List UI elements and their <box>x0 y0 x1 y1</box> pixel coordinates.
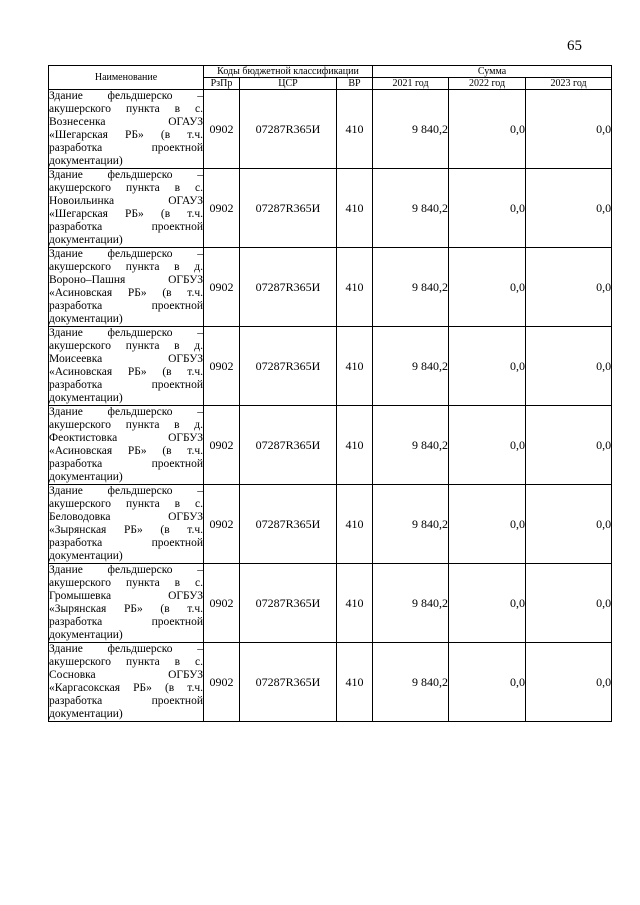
row-rzpr: 0902 <box>204 564 240 643</box>
row-csr: 07287R365И <box>240 90 337 169</box>
row-2021: 9 840,2 <box>373 406 449 485</box>
table-row <box>49 643 612 722</box>
row-rzpr: 0902 <box>204 327 240 406</box>
row-csr: 07287R365И <box>240 564 337 643</box>
row-name: Здание фельдшерско – акушерского пункта в с. Вознесенка ОГАУЗ «Шегарская РБ» (в т.ч. разработка проектной документации) <box>49 90 203 167</box>
row-vr: 410 <box>337 248 373 327</box>
row-2021: 9 840,2 <box>373 169 449 248</box>
row-2021: 9 840,2 <box>373 90 449 169</box>
row-rzpr: 0902 <box>204 169 240 248</box>
row-2022: 0,0 <box>449 406 526 485</box>
row-csr: 07287R365И <box>240 248 337 327</box>
row-csr: 07287R365И <box>240 327 337 406</box>
row-name: Здание фельдшерско – акушерского пункта в с. Новоильинка ОГАУЗ «Шегарская РБ» (в т.ч. разработка проектной документации) <box>49 169 203 246</box>
row-rzpr: 0902 <box>204 406 240 485</box>
row-csr: 07287R365И <box>240 485 337 564</box>
row-2021: 9 840,2 <box>373 248 449 327</box>
table-row <box>49 248 612 327</box>
row-csr: 07287R365И <box>240 169 337 248</box>
header-sum-group: Сумма <box>373 66 612 78</box>
row-2023: 0,0 <box>526 169 612 248</box>
row-2022: 0,0 <box>449 327 526 406</box>
row-name: Здание фельдшерско – акушерского пункта в д. Феоктистовка ОГБУЗ «Асиновская РБ» (в т.ч. разработка проектной документации) <box>49 406 203 483</box>
row-2021: 9 840,2 <box>373 485 449 564</box>
header-2021: 2021 год <box>373 78 449 90</box>
table-row <box>49 485 612 564</box>
header-rzpr: РзПр <box>204 78 240 90</box>
row-rzpr: 0902 <box>204 248 240 327</box>
row-name: Здание фельдшерско – акушерского пункта в с. Беловодовка ОГБУЗ «Зырянская РБ» (в т.ч. разработка проектной документации) <box>49 485 203 562</box>
row-2023: 0,0 <box>526 90 612 169</box>
table-row <box>49 327 612 406</box>
header-2023: 2023 год <box>526 78 612 90</box>
header-codes-group: Коды бюджетной классификации <box>204 66 373 78</box>
page-number: 65 <box>567 38 582 54</box>
table-row <box>49 406 612 485</box>
row-name: Здание фельдшерско – акушерского пункта в с. Громышевка ОГБУЗ «Зырянская РБ» (в т.ч. разработка проектной документации) <box>49 564 203 641</box>
row-2022: 0,0 <box>449 90 526 169</box>
row-vr: 410 <box>337 485 373 564</box>
header-vr: ВР <box>337 78 373 90</box>
row-rzpr: 0902 <box>204 643 240 722</box>
row-vr: 410 <box>337 169 373 248</box>
row-2021: 9 840,2 <box>373 564 449 643</box>
row-2022: 0,0 <box>449 169 526 248</box>
row-2023: 0,0 <box>526 248 612 327</box>
row-2021: 9 840,2 <box>373 327 449 406</box>
row-vr: 410 <box>337 643 373 722</box>
row-2023: 0,0 <box>526 564 612 643</box>
row-2021: 9 840,2 <box>373 643 449 722</box>
row-rzpr: 0902 <box>204 90 240 169</box>
row-2023: 0,0 <box>526 406 612 485</box>
row-vr: 410 <box>337 90 373 169</box>
table-row <box>49 169 612 248</box>
row-2022: 0,0 <box>449 564 526 643</box>
budget-table <box>48 65 612 722</box>
row-2022: 0,0 <box>449 643 526 722</box>
row-vr: 410 <box>337 406 373 485</box>
row-rzpr: 0902 <box>204 485 240 564</box>
row-2022: 0,0 <box>449 248 526 327</box>
row-name: Здание фельдшерско – акушерского пункта в д. Моисеевка ОГБУЗ «Асиновская РБ» (в т.ч. разработка проектной документации) <box>49 327 203 404</box>
row-vr: 410 <box>337 327 373 406</box>
row-2022: 0,0 <box>449 485 526 564</box>
header-name: Наименование <box>49 66 204 90</box>
header-2022: 2022 год <box>449 78 526 90</box>
row-csr: 07287R365И <box>240 406 337 485</box>
table-row <box>49 564 612 643</box>
row-2023: 0,0 <box>526 485 612 564</box>
table-body <box>49 90 612 722</box>
row-2023: 0,0 <box>526 327 612 406</box>
row-csr: 07287R365И <box>240 643 337 722</box>
table-header <box>49 66 612 90</box>
row-name: Здание фельдшерско – акушерского пункта в д. Вороно–Пашня ОГБУЗ «Асиновская РБ» (в т.ч. разработка проектной документации) <box>49 248 203 325</box>
row-2023: 0,0 <box>526 643 612 722</box>
header-csr: ЦСР <box>240 78 337 90</box>
table-row <box>49 90 612 169</box>
row-name: Здание фельдшерско – акушерского пункта в с. Сосновка ОГБУЗ «Каргасокская РБ» (в т.ч. разработка проектной документации) <box>49 643 203 720</box>
row-vr: 410 <box>337 564 373 643</box>
